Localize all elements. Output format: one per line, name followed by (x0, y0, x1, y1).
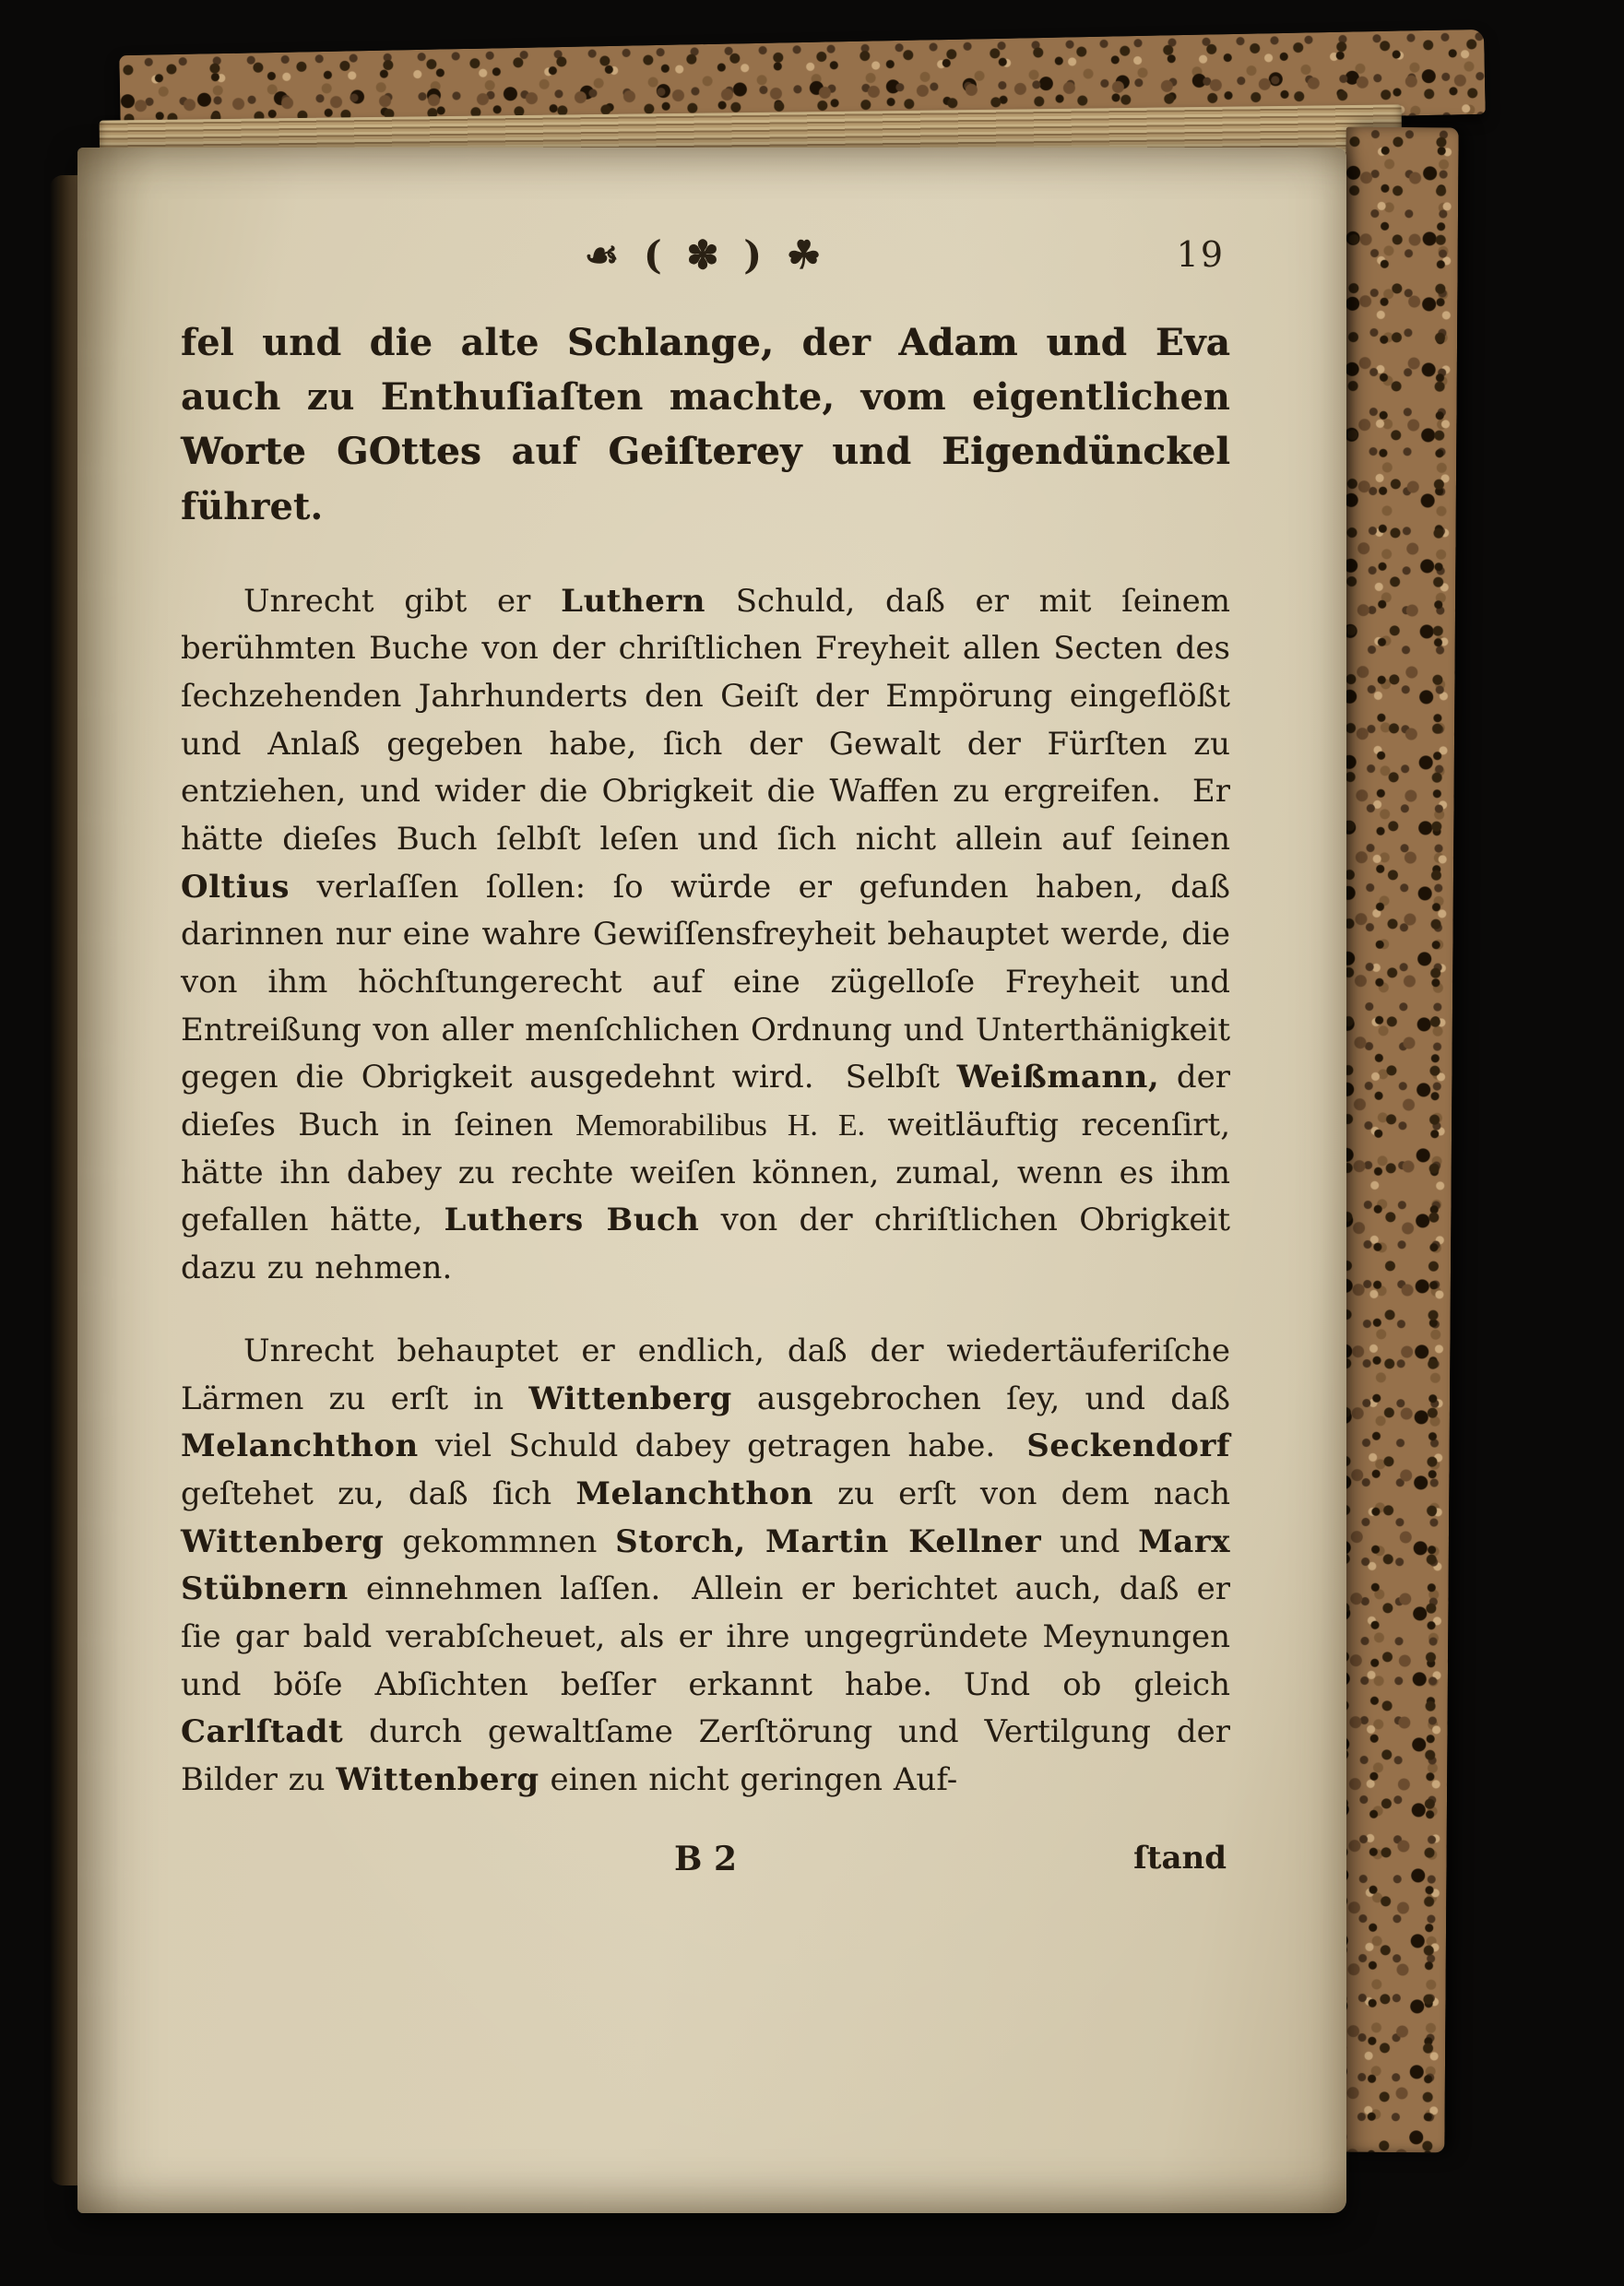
body-text: Unrecht behauptet er endlich, daß der wiedertäuferiſche Lärmen zu erſt in (181, 1332, 1230, 1417)
emphasis-text: Luthern (561, 582, 705, 620)
body-text: führet. (181, 484, 324, 528)
signature-mark: B 2 (673, 1839, 737, 1878)
body-text: viel Schuld dabey getragen habe. (418, 1427, 1027, 1465)
heading-continuation-paragraph (181, 315, 1230, 534)
page-header (181, 232, 1230, 291)
body-text: ausgebrochen ſey, und daß (731, 1380, 1230, 1417)
emphasis-text: Worte GOttes (181, 430, 481, 474)
latin-text: Memorabilibus H. E. (575, 1108, 866, 1143)
emphasis-text: Luthers Buch (444, 1202, 700, 1239)
emphasis-text: Storch, Martin Kellner (615, 1522, 1042, 1560)
emphasis-text: Wittenberg (528, 1380, 732, 1417)
emphasis-text: Melanchthon (181, 1427, 419, 1465)
emphasis-text: Marx Stübnern (181, 1522, 1230, 1608)
body-text: zu erſt von dem nach (813, 1475, 1230, 1512)
body-text: von der chriſtlichen Obrigkeit dazu zu nehmen. (181, 1202, 1231, 1287)
catchword: ſtand (1133, 1839, 1227, 1877)
body-text: gekommnen (384, 1522, 616, 1560)
page-footer (181, 1840, 1230, 1891)
text-column (181, 232, 1230, 2171)
emphasis-text: Wittenberg (181, 1522, 385, 1560)
emphasis-text: Geiſterey (608, 430, 802, 474)
body-text: auch zu Enthuſiaſten machte, vom eigentlichen (181, 375, 1230, 420)
emphasis-text: Wittenberg (336, 1760, 539, 1798)
body-text: der (774, 321, 899, 364)
page-number: 19 (1176, 234, 1225, 275)
body-paragraph-2 (181, 1328, 1230, 1805)
body-text: fel und die alte (181, 321, 567, 364)
emphasis-text: Adam und Eva (898, 321, 1230, 364)
body-text: der dieſes Buch in ſeinen (181, 1059, 1230, 1144)
header-ornament: ☙ ( ✽ ) ☘ (584, 232, 827, 278)
body-text: einen nicht geringen Auf- (539, 1760, 958, 1798)
body-text: auf (480, 430, 609, 474)
body-text: geſtehet zu, daß ſich (181, 1475, 576, 1512)
body-text: weitläuftig recenſirt, hätte ihn dabey zu rechte weiſen können, zumal, wenn es ihm gefallen hätte, (181, 1107, 1231, 1239)
body-text: und (1041, 1522, 1139, 1560)
emphasis-text: Seckendorf (1026, 1427, 1230, 1465)
body-paragraph-1 (181, 578, 1230, 1293)
emphasis-text: Oltius (181, 868, 290, 906)
book-marbled-board-right (1332, 127, 1458, 2153)
emphasis-text: Weißmann, (956, 1059, 1160, 1096)
page-text (181, 315, 1230, 1805)
body-text: und (801, 430, 942, 474)
body-text: einnehmen laſſen. Allein er berichtet auch, daß er ſie gar bald verabſcheuet, als er ihre ungegründete Meynungen und böſe Abſichten beſſer erkannt habe. Und ob gleich (181, 1570, 1230, 1703)
body-text: Unrecht gibt er (243, 582, 562, 620)
body-text: durch gewaltſame Zerſtörung und Vertilgung der Bilder zu (181, 1713, 1230, 1798)
emphasis-text: Eigendünckel (941, 430, 1230, 474)
emphasis-text: Carlſtadt (181, 1713, 344, 1751)
book-page (77, 148, 1346, 2213)
body-text: verlaſſen ſollen: ſo würde er gefunden haben, daß darinnen nur eine wahre Gewiſſensfreyheit behauptet werde, die von ihm höchſtungerecht auf eine zügelloſe Freyheit und Entreißung von aller menſchlichen Ordnung und Unterthänigkeit gegen die Obrigkeit ausgedehnt wird. Selbſt (181, 868, 1230, 1096)
emphasis-text: Melanchthon (575, 1475, 813, 1512)
body-text: Schuld, daß er mit ſeinem berühmten Buche von der chriſtlichen Freyheit allen Secten des ſechzehenden Jahrhunderts den Geiſt der Empörung eingeflößt und Anlaß gegeben habe, ſich der Gewalt der Fürſten zu entziehen, und wider die Obrigkeit die Waffen zu ergreifen. Er hätte dieſes Buch ſelbſt leſen und ſich nicht allein auf ſeinen (181, 582, 1230, 859)
emphasis-text: Schlange, (566, 321, 775, 364)
